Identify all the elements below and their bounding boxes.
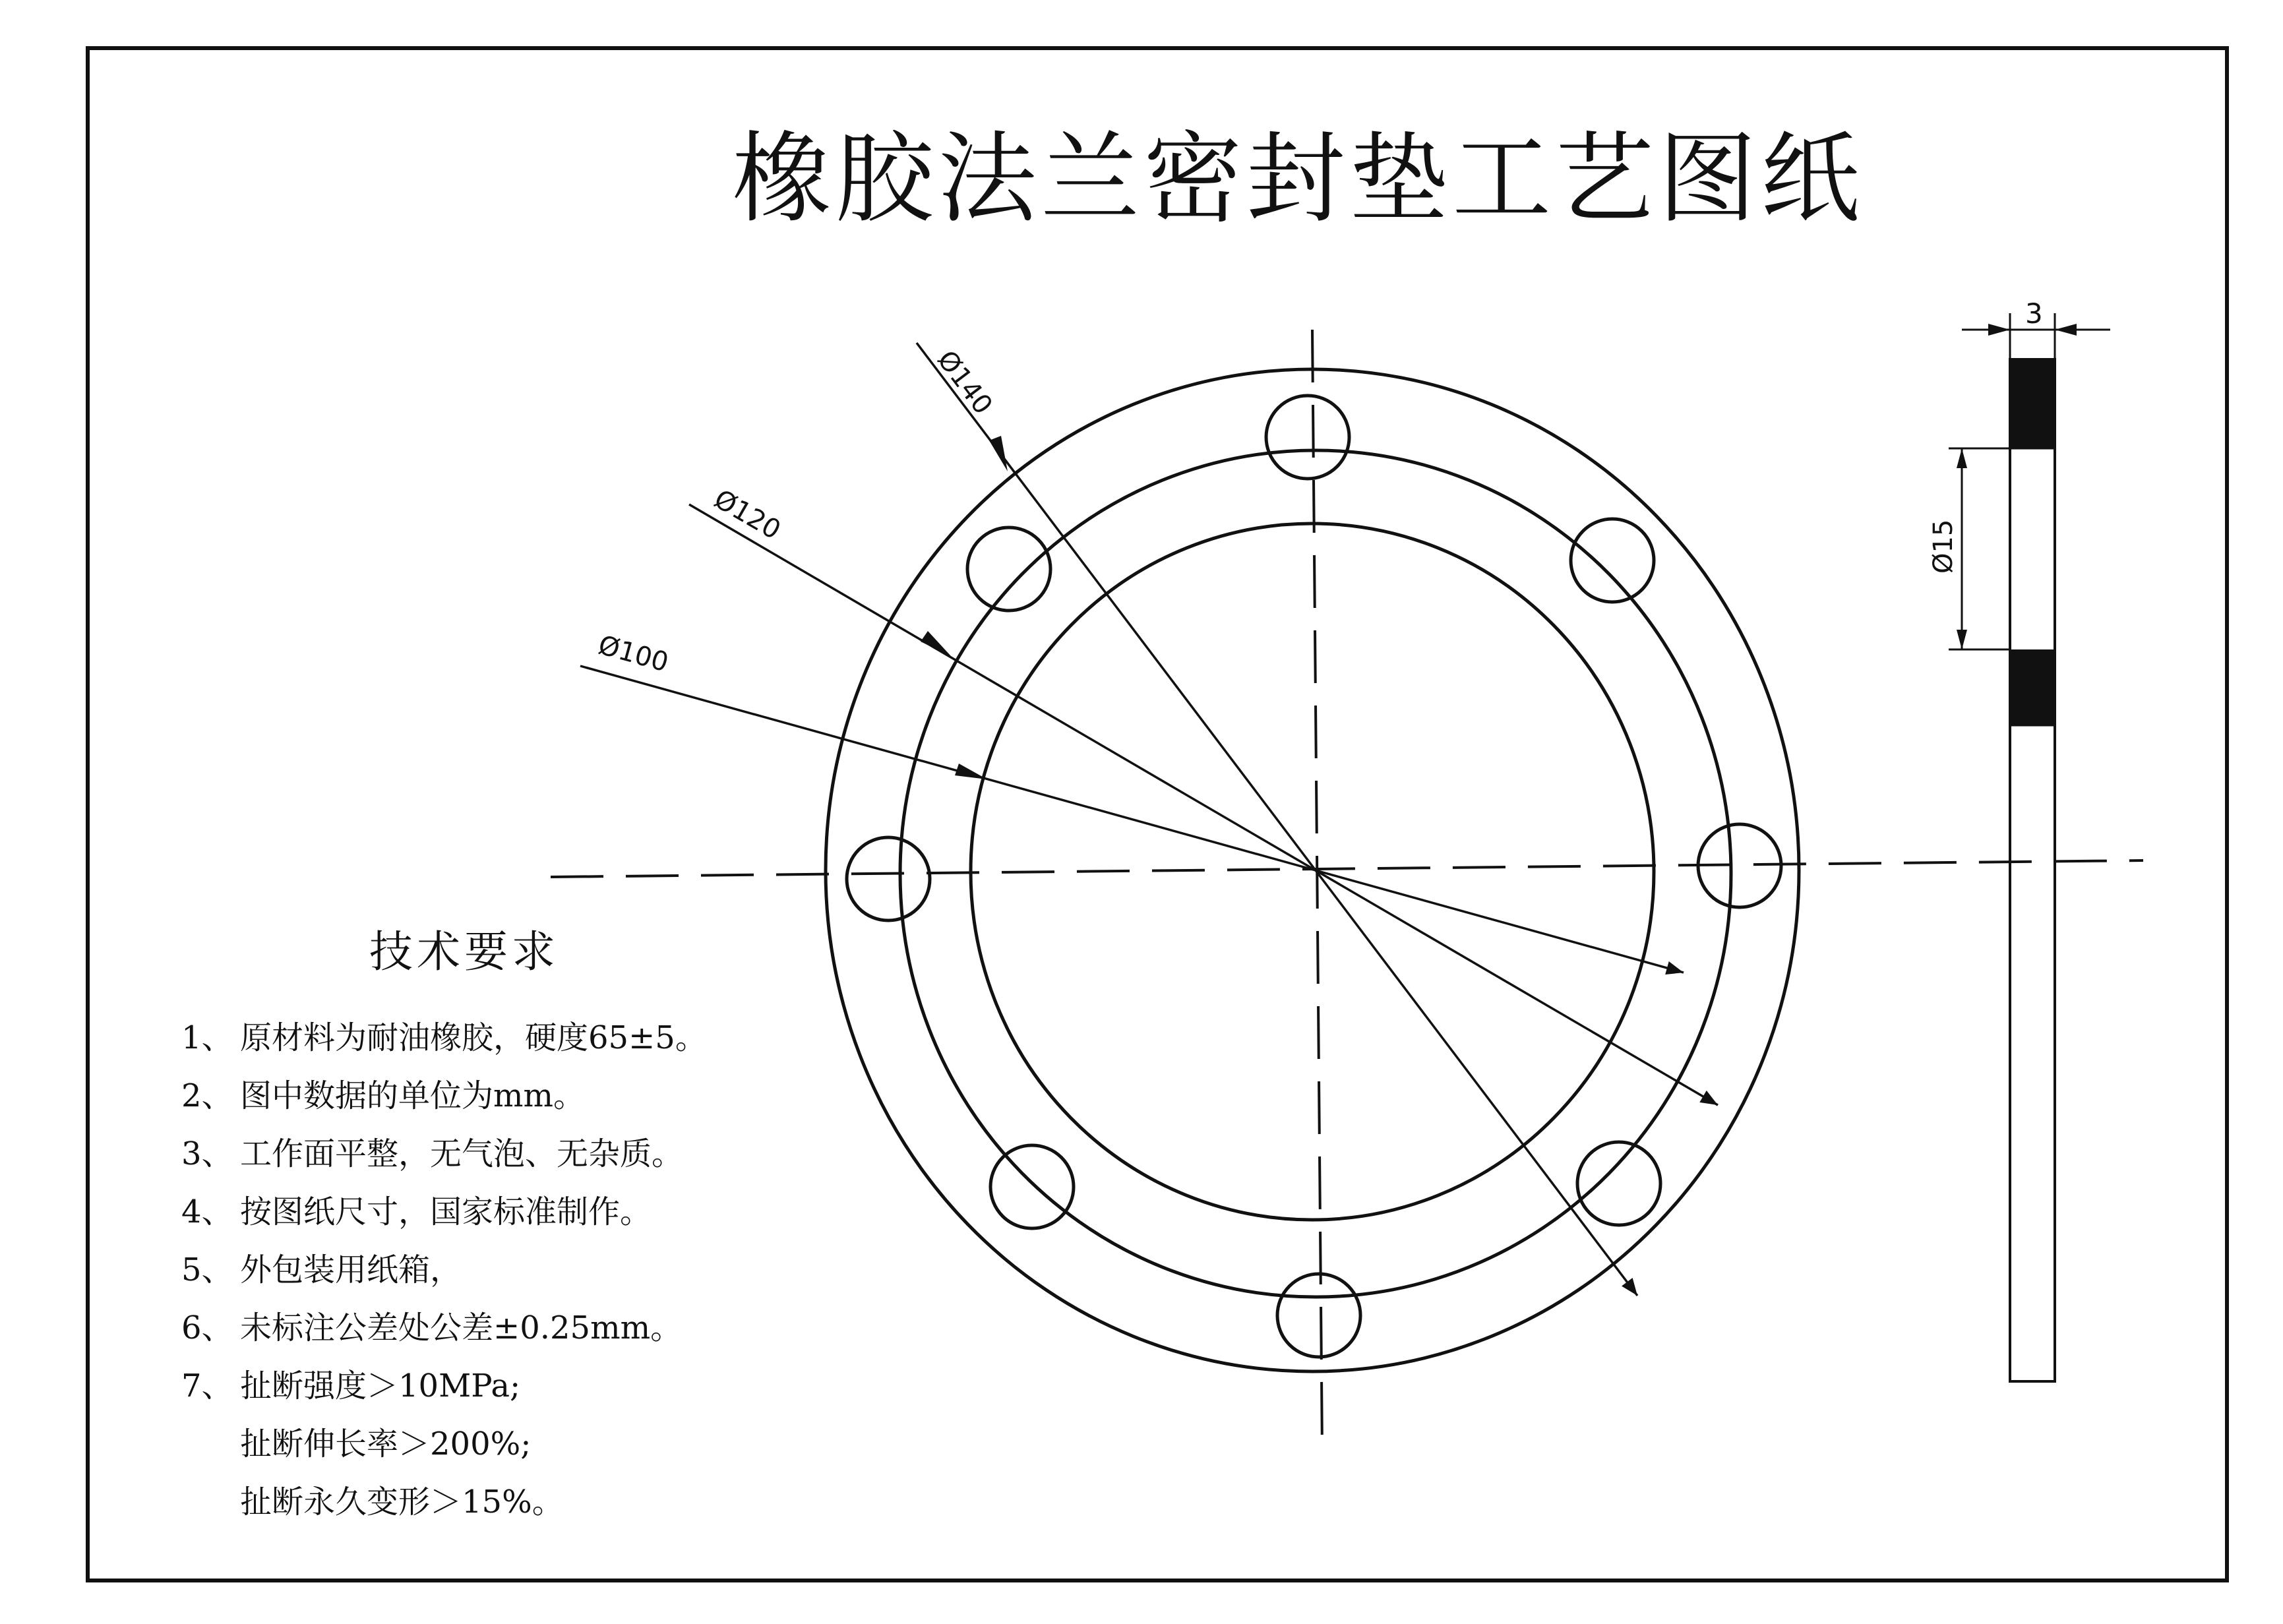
requirement-number: 6、: [181, 1309, 233, 1346]
label-d100: Ø100: [595, 630, 672, 678]
requirement-item: [181, 1125, 707, 1183]
requirement-number: 2、: [181, 1077, 233, 1114]
requirement-item: [181, 1009, 707, 1067]
label-d15: Ø15: [1928, 519, 1959, 574]
requirement-number: 5、: [181, 1251, 233, 1288]
requirement-number: 7、: [181, 1368, 233, 1404]
requirement-text: 扯断强度＞10MPa;: [240, 1368, 521, 1404]
requirement-text: 按图纸尺寸，国家标准制作。: [240, 1193, 652, 1230]
requirement-text: 工作面平整，无气泡、无杂质。: [240, 1135, 684, 1172]
label-d140: Ø140: [931, 345, 998, 421]
requirement-item: [181, 1241, 707, 1299]
requirement-number: 1、: [181, 1019, 233, 1056]
label-d120: Ø120: [709, 483, 786, 546]
label-thickness: 3: [2025, 297, 2043, 330]
requirement-text: 图中数据的单位为mm。: [240, 1077, 586, 1114]
page-title: 橡胶法兰密封垫工艺图纸: [732, 122, 1864, 237]
requirement-text: 原材料为耐油橡胶，硬度65±5。: [240, 1019, 707, 1056]
technical-requirements-list: [181, 1009, 707, 1531]
requirement-item: [181, 1067, 707, 1125]
requirement-number: 4、: [181, 1193, 233, 1230]
requirement-text: 外包装用纸箱，: [240, 1251, 462, 1288]
requirement-item: [181, 1299, 707, 1357]
requirement-continuation: 扯断伸长率＞200%;: [240, 1426, 532, 1462]
requirement-text: 未标注公差处公差±0.25mm。: [240, 1309, 683, 1346]
requirement-number: 3、: [181, 1135, 233, 1172]
technical-requirements-heading: 技术要求: [369, 926, 559, 977]
requirement-item: [181, 1357, 707, 1415]
requirement-item: [181, 1183, 707, 1241]
requirement-continuation: 扯断永久变形＞15%。: [240, 1484, 564, 1520]
